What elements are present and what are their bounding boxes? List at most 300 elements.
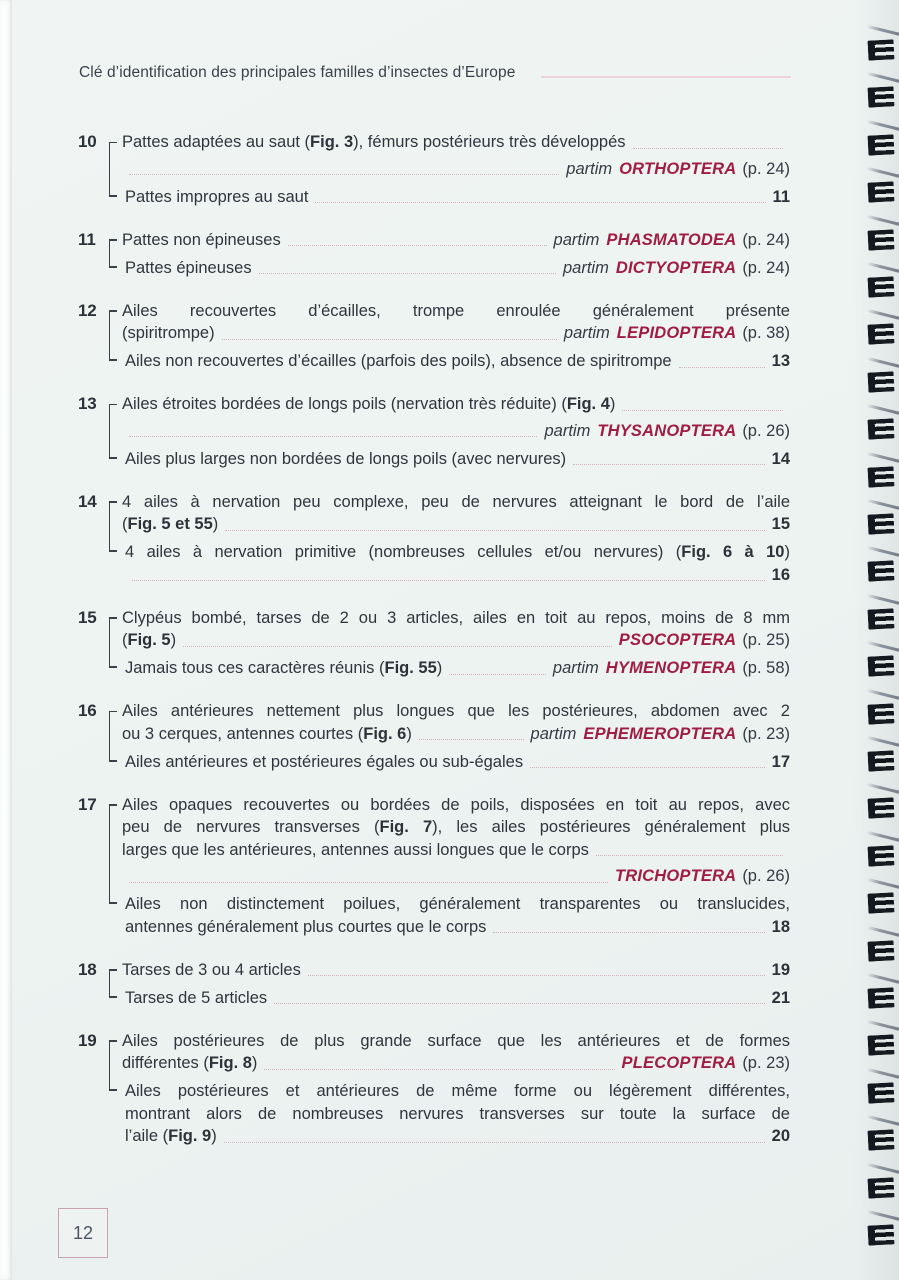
key-target-number: 21 [771, 988, 790, 1007]
key-text [122, 723, 412, 746]
coil-loop-icon [867, 276, 894, 297]
coil-wire-icon [868, 736, 899, 747]
key-text: Ailes opaques recouvertes ou bordées de poils, disposées en toit au repos, avec [122, 795, 790, 814]
key-alternative-2 [122, 448, 790, 471]
key-text [125, 1125, 217, 1148]
key-line [122, 322, 790, 345]
coil-wire-icon [868, 1068, 899, 1079]
key-number: 18 [78, 959, 97, 979]
coil-wire-icon [868, 1210, 899, 1221]
key-item [78, 1030, 790, 1148]
taxon-name: TRICHOPTERA [614, 867, 737, 885]
key-text: ) [609, 395, 616, 413]
coil-loop-icon [867, 1224, 894, 1245]
leader-dots-icon [308, 975, 765, 976]
coil-loop-icon [867, 561, 894, 582]
key-line [122, 629, 790, 652]
key-bracket-column [104, 794, 122, 939]
key-target-number: 14 [771, 449, 790, 468]
partim-label: partim [563, 324, 610, 342]
leader-dots-icon [288, 245, 547, 246]
key-line [122, 1052, 790, 1075]
key-alternative-2 [122, 657, 790, 680]
coil-wire-icon [868, 357, 899, 368]
key-bracket-column [104, 700, 122, 773]
coil-loop-icon [867, 750, 894, 771]
key-alternative-1 [122, 794, 790, 888]
leader-dots-icon [633, 148, 783, 149]
spiral-coil-icon [868, 609, 896, 629]
leader-dots-icon [259, 273, 556, 274]
spiral-binding [827, 0, 899, 1280]
bracket-icon [109, 239, 117, 268]
leader-dots-icon [274, 1003, 764, 1004]
figure-reference: Fig. 3 [310, 133, 354, 151]
page-left-edge [0, 0, 12, 1280]
spiral-coil-icon [868, 846, 896, 866]
coil-wire-icon [868, 1020, 899, 1031]
key-text [125, 916, 486, 939]
key-line [125, 916, 790, 939]
leader-dots-icon [315, 202, 765, 203]
key-text [125, 751, 523, 774]
taxon-name: THYSANOPTERA [597, 421, 737, 440]
key-alternative-1 [122, 607, 790, 652]
key-number: 17 [78, 794, 97, 814]
taxon-name: DICTYOPTERA [615, 258, 737, 277]
key-target-number: 18 [771, 917, 790, 936]
figure-reference: Fig. 4 [566, 395, 610, 413]
coil-loop-icon [867, 893, 894, 914]
leader-dots-icon [679, 367, 765, 368]
key-text: Ailes plus larges non bordées de longs poils (avec nervures) [125, 449, 567, 468]
key-text [122, 393, 615, 416]
key-line [122, 607, 790, 630]
key-bracket-column [104, 229, 122, 280]
bracket-icon [109, 310, 117, 361]
key-text: 4 ailes à nervation primitive (nombreuses cellules et/ou nervures) ( [125, 543, 682, 561]
spiral-coil-icon [868, 1225, 896, 1245]
coil-wire-icon [868, 594, 899, 605]
bracket-icon [109, 617, 117, 668]
key-line [125, 987, 790, 1010]
key-text: Tarses de 3 ou 4 articles [122, 960, 301, 979]
partim-label: partim [530, 724, 577, 743]
key-bracket-column [104, 300, 122, 373]
key-alternative-1 [122, 1030, 790, 1075]
page-reference: (p. 23) [742, 724, 790, 743]
figure-reference: Fig. 6 à 10 [681, 543, 785, 561]
taxon-name: ORTHOPTERA [619, 159, 737, 178]
taxon-name: EPHEMEROPTERA [583, 724, 737, 743]
key-item [78, 491, 790, 587]
figure-reference: Fig. 8 [208, 1054, 252, 1072]
coil-loop-icon [867, 1177, 894, 1198]
figure-reference: Fig. 9 [168, 1127, 212, 1145]
page-reference: (p. 24) [742, 258, 790, 277]
key-text: Jamais tous ces caractères réunis ( [125, 659, 385, 677]
key-text: ) [784, 543, 790, 561]
key-text: Clypéus bombé, tarses de 2 ou 3 articles, ailes en toit au repos, moins de 8 mm [122, 608, 790, 627]
spiral-coil-icon [868, 182, 896, 202]
coil-wire-icon [868, 1115, 899, 1126]
key-line [122, 229, 790, 252]
key-text [125, 657, 442, 680]
key-alternative-2 [122, 751, 790, 774]
key-entries [122, 607, 790, 680]
leader-dots-icon [132, 580, 765, 581]
key-alternative-2 [122, 257, 790, 280]
key-alternative-2 [122, 541, 790, 586]
key-text: Pattes adaptées au saut ( [122, 133, 311, 151]
spiral-coil-icon [868, 419, 896, 439]
coil-loop-icon [867, 371, 894, 392]
key-text [122, 629, 176, 652]
page-header-title: Clé d’identification des principales familles d’insectes d’Europe [79, 64, 516, 81]
page-reference: (p. 58) [742, 659, 790, 677]
key-target-number: 20 [771, 1127, 790, 1145]
spiral-coil-icon [868, 893, 896, 913]
coil-wire-icon [868, 72, 899, 83]
figure-reference: Fig. 6 [363, 724, 407, 743]
key-text: Ailes étroites bordées de longs poils (nervation très réduite) ( [122, 395, 567, 413]
key-result-line [122, 158, 790, 181]
taxon-name: PLECOPTERA [621, 1054, 737, 1072]
coil-loop-icon [867, 182, 894, 203]
key-alternative-1 [122, 700, 790, 745]
key-text: antennes généralement plus courtes que le corps [125, 917, 487, 936]
coil-loop-icon [867, 87, 894, 108]
key-entries [122, 300, 790, 373]
coil-loop-icon [867, 940, 894, 961]
key-text [122, 959, 301, 982]
coil-loop-icon [867, 703, 894, 724]
key-text [125, 987, 267, 1010]
spiral-coil-icon [868, 514, 896, 534]
key-target-number: 17 [771, 752, 790, 771]
leader-dots-icon [225, 530, 764, 531]
spiral-coil-icon [868, 656, 896, 676]
page-number-box [58, 1208, 108, 1258]
key-text: Ailes postérieures et antérieures de même forme ou légèrement différentes, [125, 1082, 790, 1100]
key-text: Pattes épineuses [125, 258, 252, 277]
leader-dots-icon [530, 767, 765, 768]
page-reference: (p. 24) [742, 230, 790, 249]
key-text: Ailes non distinctement poilues, généralement transparentes ou translucides, [125, 895, 790, 913]
key-text: ( [122, 631, 128, 649]
figure-reference: Fig. 7 [379, 818, 433, 836]
leader-dots-icon [224, 1142, 765, 1143]
coil-wire-icon [868, 215, 899, 226]
figure-reference: Fig. 5 [127, 631, 171, 649]
spiral-coil-icon [868, 988, 896, 1008]
key-item [78, 229, 790, 280]
coil-wire-icon [868, 689, 899, 700]
key-entries [122, 229, 790, 280]
figure-reference: Fig. 55 [384, 659, 437, 677]
key-text: Tarses de 5 articles [125, 988, 268, 1007]
partim-label: partim [553, 230, 600, 249]
taxon-name: PSOCOPTERA [618, 631, 737, 649]
partim-label: partim [566, 159, 613, 178]
key-alternative-1 [122, 959, 790, 982]
key-line [125, 751, 790, 774]
key-alternative-1 [122, 491, 790, 536]
key-entries [122, 1030, 790, 1148]
coil-wire-icon [868, 641, 899, 652]
coil-wire-icon [868, 25, 899, 36]
coil-wire-icon [868, 167, 899, 178]
key-line [122, 723, 790, 746]
key-text: différentes ( [122, 1054, 209, 1072]
key-text: Ailes non recouvertes d’écailles (parfois des poils), absence de spiritrompe [125, 352, 672, 370]
key-line [122, 300, 790, 323]
key-list [78, 131, 790, 1168]
key-line [125, 893, 790, 916]
spiral-coil-icon [868, 1035, 896, 1055]
taxon-name: PHASMATODEA [606, 230, 737, 249]
key-line [122, 959, 790, 982]
key-line [125, 257, 790, 280]
coil-wire-icon [868, 309, 899, 320]
key-text: ) [251, 1054, 258, 1072]
key-item [78, 393, 790, 470]
spiral-coil-icon [868, 1178, 896, 1198]
key-line [125, 657, 790, 680]
bracket-icon [109, 711, 117, 762]
coil-wire-icon [868, 878, 899, 889]
leader-dots-icon [596, 855, 783, 856]
key-number: 13 [78, 394, 97, 413]
key-line [122, 513, 790, 536]
key-text [122, 513, 218, 536]
key-item [78, 794, 790, 939]
key-alternative-1 [122, 229, 790, 252]
coil-wire-icon [868, 783, 899, 794]
coil-loop-icon [867, 419, 894, 440]
key-alternative-2 [122, 893, 790, 938]
key-alternative-2 [122, 186, 790, 209]
key-line [122, 131, 790, 154]
spiral-coil-icon [868, 1130, 896, 1150]
page-reference: (p. 25) [742, 631, 790, 649]
key-bracket-column [104, 1030, 122, 1148]
coil-loop-icon [867, 229, 894, 250]
key-text: Ailes postérieures de plus grande surface que les antérieures et de formes [122, 1031, 790, 1050]
leader-dots-icon [573, 464, 764, 465]
key-alternative-2 [122, 987, 790, 1010]
key-number: 14 [78, 491, 97, 511]
key-text [122, 322, 215, 345]
key-number: 12 [78, 300, 97, 320]
key-text [122, 1052, 257, 1075]
key-line [122, 839, 790, 862]
key-item [78, 300, 790, 373]
header-rule-line [541, 76, 791, 78]
spiral-coil-icon [868, 87, 896, 107]
leader-dots-icon [493, 932, 764, 933]
key-bracket-column [104, 393, 122, 470]
key-bracket-column [104, 491, 122, 587]
bracket-icon [109, 969, 117, 998]
spiral-coil-icon [868, 135, 896, 155]
page-reference: (p. 24) [742, 159, 790, 178]
key-text: ( [122, 515, 128, 533]
key-entries [122, 794, 790, 939]
key-text [122, 839, 589, 862]
bracket-icon [109, 501, 117, 552]
key-item [78, 700, 790, 773]
key-text [122, 131, 626, 154]
bracket-icon [109, 804, 117, 904]
page-number: 12 [72, 1222, 94, 1243]
key-entries [122, 393, 790, 470]
key-text: ou 3 cerques, antennes courtes ( [122, 724, 364, 743]
coil-wire-icon [868, 831, 899, 842]
key-line [122, 1030, 790, 1053]
key-text [125, 257, 252, 280]
spiral-coil-icon [868, 324, 896, 344]
key-entries [122, 131, 790, 208]
coil-wire-icon [868, 262, 899, 273]
key-number: 15 [78, 607, 97, 627]
page-reference: (p. 23) [742, 1054, 790, 1072]
spiral-coil-icon [868, 751, 896, 771]
key-text [125, 448, 566, 471]
spiral-coil-icon [868, 798, 896, 818]
key-item [78, 607, 790, 680]
key-number: 16 [78, 701, 97, 720]
key-alternative-1 [122, 131, 790, 180]
key-text: ) [406, 724, 412, 743]
coil-wire-icon [868, 973, 899, 984]
key-line [122, 816, 790, 839]
coil-loop-icon [867, 608, 894, 629]
key-line [125, 1103, 790, 1126]
spiral-coil-icon [868, 230, 896, 250]
coil-loop-icon [867, 1130, 894, 1151]
key-bracket-column [104, 131, 122, 208]
key-result-line [122, 865, 790, 888]
key-text: ) [436, 659, 443, 677]
leader-dots-icon [222, 339, 557, 340]
key-line [122, 491, 790, 514]
key-target-number: 19 [771, 960, 790, 979]
spiral-coil-icon [868, 40, 896, 60]
page-reference: (p. 26) [742, 421, 790, 440]
key-text: Pattes impropres au saut [125, 187, 309, 206]
taxon-name: LEPIDOPTERA [616, 324, 737, 342]
key-text: peu de nervures transverses ( [122, 818, 380, 836]
coil-loop-icon [867, 39, 894, 60]
key-number: 19 [78, 1030, 97, 1050]
key-line [125, 186, 790, 209]
coil-wire-icon [868, 926, 899, 937]
key-alternative-2 [122, 350, 790, 373]
key-text: Ailes antérieures et postérieures égales ou sub-égales [125, 752, 524, 771]
key-line [125, 1125, 790, 1148]
key-item [78, 131, 790, 208]
coil-loop-icon [867, 798, 894, 819]
key-line [125, 350, 790, 373]
coil-loop-icon [867, 466, 894, 487]
coil-loop-icon [867, 656, 894, 677]
key-number: 11 [78, 229, 96, 249]
leader-dots-icon [264, 1069, 614, 1070]
spiral-coil-icon [868, 941, 896, 961]
key-text: ), fémurs postérieurs très développés [353, 133, 626, 151]
key-target-number: 16 [771, 565, 790, 584]
spiral-coil-icon [868, 372, 896, 392]
leader-dots-icon [183, 646, 612, 647]
key-alternative-2 [122, 1080, 790, 1148]
key-line [125, 564, 790, 587]
key-entries [122, 491, 790, 587]
partim-label: partim [552, 659, 599, 677]
spiral-coil-icon [868, 1083, 896, 1103]
coil-loop-icon [867, 134, 894, 155]
key-target-number: 13 [771, 352, 790, 370]
key-entries [122, 959, 790, 1010]
bracket-icon [109, 404, 117, 459]
partim-label: partim [563, 258, 609, 277]
coil-loop-icon [867, 987, 894, 1008]
bracket-icon [109, 1040, 117, 1091]
coil-loop-icon [867, 1035, 894, 1056]
coil-wire-icon [868, 452, 899, 463]
page-reference: (p. 26) [742, 867, 790, 885]
key-number: 10 [78, 132, 97, 151]
leader-dots-icon [129, 882, 608, 883]
leader-dots-icon [419, 739, 524, 740]
key-line [125, 541, 790, 564]
taxon-name: HYMENOPTERA [605, 659, 737, 677]
key-line [125, 448, 790, 471]
coil-loop-icon [867, 513, 894, 534]
spiral-coil-icon [868, 561, 896, 581]
spiral-coil-icon [868, 277, 896, 297]
figure-reference: Fig. 5 et 55 [127, 515, 213, 533]
key-text: Ailes antérieures nettement plus longues que les postérieures, abdomen avec 2 [122, 702, 790, 720]
leader-dots-icon [449, 674, 546, 675]
bracket-icon [109, 142, 117, 197]
key-entries [122, 700, 790, 773]
key-text: ) [212, 515, 219, 533]
key-text: 4 ailes à nervation peu complexe, peu de nervures atteignant le bord de l’aile [122, 492, 790, 511]
key-line [122, 794, 790, 817]
key-text: ) [211, 1127, 217, 1145]
leader-dots-icon [129, 436, 537, 437]
leader-dots-icon [622, 410, 783, 411]
key-text: Pattes non épineuses [122, 230, 281, 249]
key-target-number: 11 [772, 187, 790, 206]
spiral-coil-icon [868, 467, 896, 487]
page-reference: (p. 38) [742, 324, 790, 342]
key-text: (spiritrompe) [122, 324, 215, 342]
key-text: l’aile ( [125, 1127, 169, 1145]
key-text: montrant alors de nombreuses nervures transverses sur toute la surface de [125, 1104, 790, 1123]
leader-dots-icon [129, 174, 559, 175]
coil-wire-icon [868, 1163, 899, 1174]
partim-label: partim [544, 421, 591, 440]
key-text: Ailes recouvertes d’écailles, trompe enroulée généralement présente [122, 301, 790, 320]
key-line [122, 393, 790, 416]
key-bracket-column [104, 959, 122, 1010]
coil-loop-icon [867, 1082, 894, 1103]
key-text [125, 186, 308, 209]
key-line [125, 1080, 790, 1103]
coil-loop-icon [867, 845, 894, 866]
